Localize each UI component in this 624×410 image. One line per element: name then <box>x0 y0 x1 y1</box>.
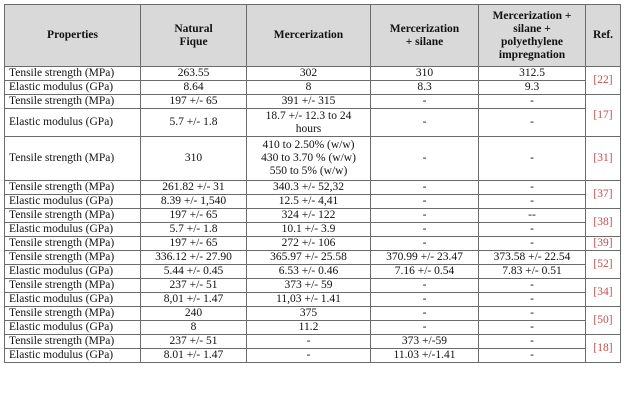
mercerization-cell: - <box>247 335 371 349</box>
natural-cell: 310 <box>141 137 247 181</box>
mercerization-cell: 11.2 <box>247 321 371 335</box>
table-row <box>5 349 621 363</box>
mercerization-cell: 12.5 +/- 4,41 <box>247 195 371 209</box>
reference-link[interactable]: [22] <box>586 67 621 95</box>
property-cell: Tensile strength (MPa) <box>5 279 141 293</box>
property-cell: Elastic modulus (GPa) <box>5 109 141 137</box>
merc-silane-pe-cell: - <box>479 307 586 321</box>
merc-silane-cell: - <box>371 137 479 181</box>
cell-line: 430 to 3.70 % (w/w) <box>261 152 356 164</box>
mercerization-cell: 391 +/- 315 <box>247 95 371 109</box>
reference-link[interactable]: [37] <box>586 181 621 209</box>
table-row <box>5 251 621 265</box>
merc-silane-cell: 310 <box>371 67 479 81</box>
merc-silane-pe-cell: 7.83 +/- 0.51 <box>479 265 586 279</box>
reference-link[interactable]: [17] <box>586 95 621 137</box>
property-cell: Elastic modulus (GPa) <box>5 321 141 335</box>
property-cell: Tensile strength (MPa) <box>5 67 141 81</box>
natural-cell: 8.39 +/- 1,540 <box>141 195 247 209</box>
cell-line: 550 to 5% (w/w) <box>269 165 348 177</box>
merc-silane-cell: - <box>371 195 479 209</box>
property-cell: Elastic modulus (GPa) <box>5 349 141 363</box>
reference-link[interactable]: [31] <box>586 137 621 181</box>
merc-silane-cell: - <box>371 95 479 109</box>
reference-link[interactable]: [50] <box>586 307 621 335</box>
reference-link[interactable]: [38] <box>586 209 621 237</box>
header-ref: Ref. <box>586 5 621 67</box>
property-cell: Elastic modulus (GPa) <box>5 195 141 209</box>
table-row <box>5 67 621 81</box>
mercerization-cell: 8 <box>247 81 371 95</box>
mercerization-cell: 324 +/- 122 <box>247 209 371 223</box>
natural-cell: 8.01 +/- 1.47 <box>141 349 247 363</box>
table-row <box>5 195 621 209</box>
mercerization-cell: 10.1 +/- 3.9 <box>247 223 371 237</box>
merc-silane-pe-cell: - <box>479 137 586 181</box>
natural-cell: 8 <box>141 321 247 335</box>
natural-cell: 8.64 <box>141 81 247 95</box>
merc-silane-pe-cell: - <box>479 109 586 137</box>
reference-link[interactable]: [39] <box>586 237 621 251</box>
natural-cell: 237 +/- 51 <box>141 335 247 349</box>
mercerization-cell: 302 <box>247 67 371 81</box>
table-row <box>5 109 621 137</box>
table-row <box>5 95 621 109</box>
properties-table <box>4 4 621 363</box>
properties-table-container <box>4 4 621 363</box>
property-cell: Tensile strength (MPa) <box>5 251 141 265</box>
merc-silane-pe-cell: - <box>479 293 586 307</box>
natural-cell: 263.55 <box>141 67 247 81</box>
mercerization-cell: 373 +/- 59 <box>247 279 371 293</box>
table-row <box>5 181 621 195</box>
table-row <box>5 293 621 307</box>
merc-silane-cell: - <box>371 307 479 321</box>
natural-cell: 261.82 +/- 31 <box>141 181 247 195</box>
table-row <box>5 137 621 181</box>
merc-silane-cell: 373 +/-59 <box>371 335 479 349</box>
property-cell: Elastic modulus (GPa) <box>5 223 141 237</box>
merc-silane-pe-cell: 373.58 +/- 22.54 <box>479 251 586 265</box>
property-cell: Elastic modulus (GPa) <box>5 293 141 307</box>
merc-silane-cell: - <box>371 223 479 237</box>
merc-silane-cell: 8.3 <box>371 81 479 95</box>
reference-link[interactable]: [18] <box>586 335 621 363</box>
natural-cell: 5.44 +/- 0.45 <box>141 265 247 279</box>
merc-silane-pe-cell: - <box>479 195 586 209</box>
natural-cell: 5.7 +/- 1.8 <box>141 223 247 237</box>
mercerization-cell: 375 <box>247 307 371 321</box>
natural-cell: 197 +/- 65 <box>141 209 247 223</box>
reference-link[interactable]: [34] <box>586 279 621 307</box>
table-row <box>5 265 621 279</box>
property-cell: Tensile strength (MPa) <box>5 335 141 349</box>
cell-line: 410 to 2.50% (w/w) <box>262 139 355 151</box>
natural-cell: 237 +/- 51 <box>141 279 247 293</box>
mercerization-cell: 340.3 +/- 52,32 <box>247 181 371 195</box>
merc-silane-pe-cell: - <box>479 321 586 335</box>
mercerization-cell: 365.97 +/- 25.58 <box>247 251 371 265</box>
mercerization-cell: 272 +/- 106 <box>247 237 371 251</box>
merc-silane-cell: 11.03 +/-1.41 <box>371 349 479 363</box>
property-cell: Tensile strength (MPa) <box>5 181 141 195</box>
mercerization-cell: 6.53 +/- 0.46 <box>247 265 371 279</box>
table-row <box>5 335 621 349</box>
header-row <box>5 5 621 67</box>
merc-silane-pe-cell: - <box>479 223 586 237</box>
property-cell: Tensile strength (MPa) <box>5 95 141 109</box>
merc-silane-pe-cell: - <box>479 181 586 195</box>
merc-silane-cell: 7.16 +/- 0.54 <box>371 265 479 279</box>
natural-cell: 5.7 +/- 1.8 <box>141 109 247 137</box>
table-row <box>5 279 621 293</box>
natural-cell: 197 +/- 65 <box>141 237 247 251</box>
table-row <box>5 209 621 223</box>
merc-silane-cell: - <box>371 181 479 195</box>
merc-silane-pe-cell: - <box>479 95 586 109</box>
merc-silane-pe-cell: - <box>479 237 586 251</box>
cell-line: 18.7 +/- 12.3 to 24 <box>265 109 352 122</box>
property-cell: Tensile strength (MPa) <box>5 209 141 223</box>
header-mercerization-silane-pe: Mercerization + silane + polyethylene impregnation <box>479 5 586 67</box>
natural-cell: 240 <box>141 307 247 321</box>
table-row <box>5 237 621 251</box>
merc-silane-pe-cell: 9.3 <box>479 81 586 95</box>
natural-cell: 336.12 +/- 27.90 <box>141 251 247 265</box>
natural-cell: 8,01 +/- 1.47 <box>141 293 247 307</box>
table-row <box>5 223 621 237</box>
property-cell: Tensile strength (MPa) <box>5 237 141 251</box>
natural-cell: 197 +/- 65 <box>141 95 247 109</box>
merc-silane-cell: 370.99 +/- 23.47 <box>371 251 479 265</box>
merc-silane-cell: - <box>371 209 479 223</box>
property-cell: Tensile strength (MPa) <box>5 137 141 181</box>
header-properties: Properties <box>5 5 141 67</box>
property-cell: Elastic modulus (GPa) <box>5 265 141 279</box>
merc-silane-pe-cell: 312.5 <box>479 67 586 81</box>
cell-line: hours <box>295 122 322 135</box>
mercerization-cell <box>247 137 371 181</box>
header-mercerization: Mercerization <box>247 5 371 67</box>
merc-silane-cell: - <box>371 321 479 335</box>
merc-silane-cell: - <box>371 279 479 293</box>
merc-silane-cell: - <box>371 237 479 251</box>
table-row <box>5 81 621 95</box>
merc-silane-pe-cell: - <box>479 335 586 349</box>
merc-silane-cell: - <box>371 109 479 137</box>
property-cell: Tensile strength (MPa) <box>5 307 141 321</box>
mercerization-cell: - <box>247 349 371 363</box>
merc-silane-pe-cell: - <box>479 349 586 363</box>
merc-silane-pe-cell: -- <box>479 209 586 223</box>
table-row <box>5 321 621 335</box>
mercerization-cell <box>247 109 371 137</box>
table-row <box>5 307 621 321</box>
mercerization-cell: 11,03 +/- 1.41 <box>247 293 371 307</box>
merc-silane-pe-cell: - <box>479 279 586 293</box>
header-natural-fique: Natural Fique <box>141 5 247 67</box>
property-cell: Elastic modulus (GPa) <box>5 81 141 95</box>
header-mercerization-silane: Mercerization + silane <box>371 5 479 67</box>
merc-silane-cell: - <box>371 293 479 307</box>
reference-link[interactable]: [52] <box>586 251 621 279</box>
